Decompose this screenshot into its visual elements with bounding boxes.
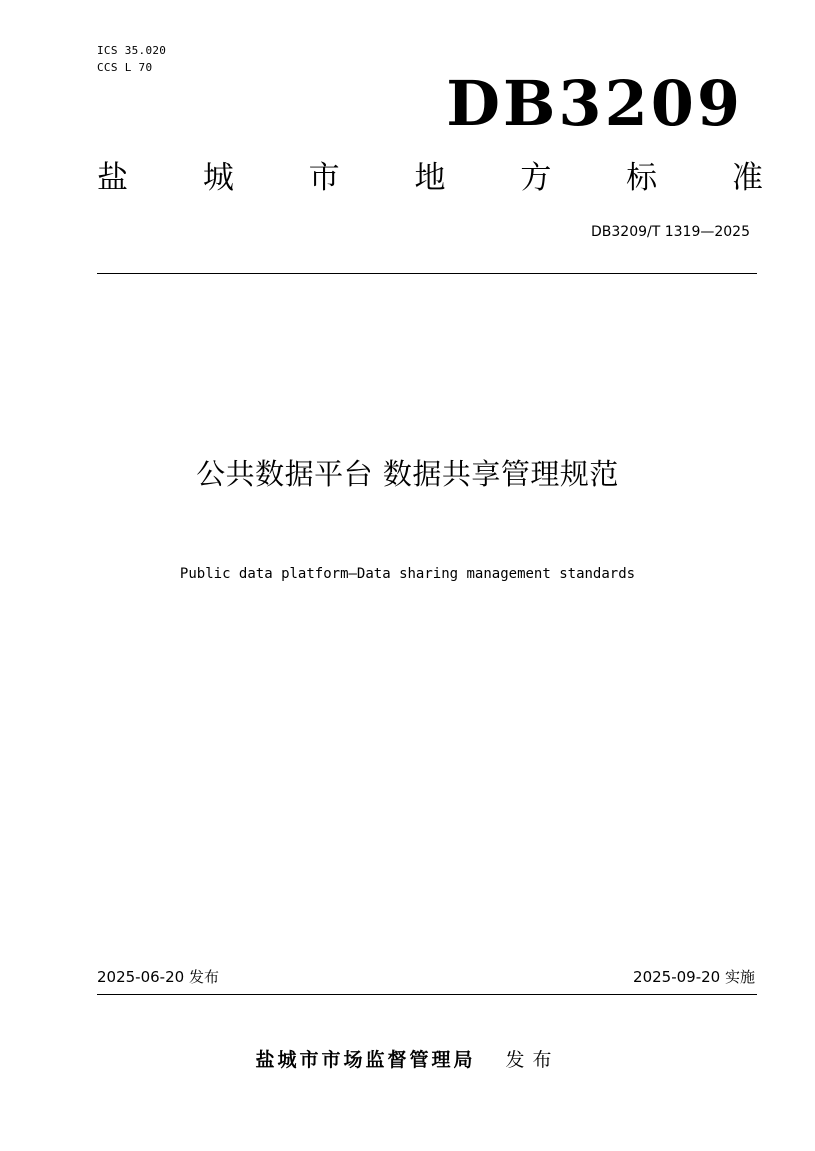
standard-type-char: 地 (414, 160, 446, 196)
standard-type-heading (97, 158, 763, 198)
footer-divider (97, 994, 757, 995)
publisher-org: 盐城市市场监督管理局 (255, 1049, 476, 1071)
ccs-code: CCS L 70 (97, 61, 153, 74)
standard-type-char: 盐 (97, 160, 128, 196)
document-title-en: Public data platform—Data sharing management standards (179, 566, 636, 582)
ics-code: ICS 35.020 (97, 44, 167, 57)
classification-codes (97, 42, 166, 76)
standard-number: DB3209/T 1319—2025 (591, 224, 750, 240)
document-title-zh: 公共数据平台 数据共享管理规范 (196, 457, 619, 491)
db-code-logo: DB3209 (446, 67, 743, 140)
standard-type-char: 市 (308, 160, 340, 196)
standard-type-char: 城 (202, 160, 234, 196)
implement-date: 2025-09-20 实施 (633, 968, 755, 986)
publisher-action: 发布 (505, 1049, 560, 1071)
publisher-line (0, 1046, 815, 1074)
standard-type-char: 标 (626, 160, 658, 196)
standard-type-char: 方 (520, 160, 552, 196)
standard-type-char: 准 (731, 160, 763, 196)
header-divider (97, 273, 757, 274)
publish-date: 2025-06-20 发布 (97, 968, 219, 986)
